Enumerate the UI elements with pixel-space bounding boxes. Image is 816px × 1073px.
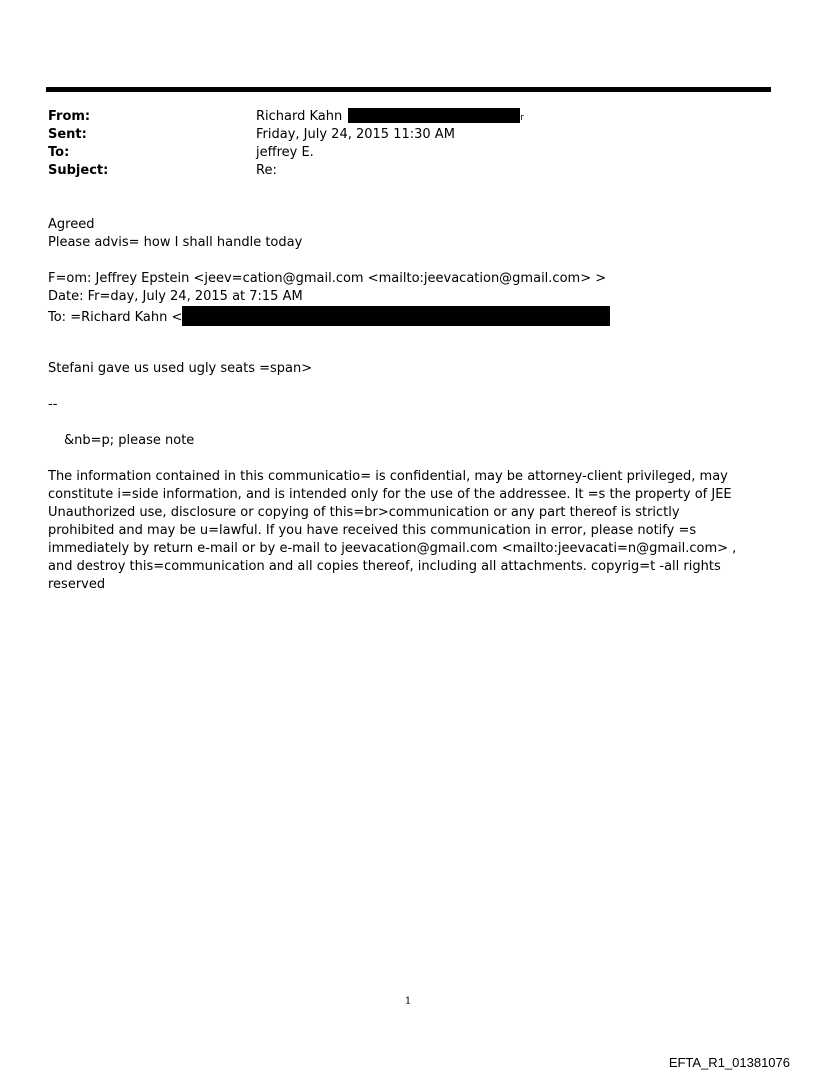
quoted-date: Date: Fr=day, July 24, 2015 at 7:15 AM [48,289,303,304]
email-header [48,108,748,180]
sent-row [48,126,748,144]
sent-label: Sent: [48,127,87,142]
from-name: Richard Kahn [256,109,343,124]
from-label: From: [48,109,91,124]
to-value: jeffrey E. [256,145,314,160]
header-rule [46,87,771,92]
to-row [48,144,748,162]
to-label: To: [48,145,70,160]
email-body [48,216,768,594]
subject-row [48,162,748,180]
from-tail: r [520,113,524,123]
signature-separator: -- [48,397,58,412]
bates-number: EFTA_R1_01381076 [668,1055,790,1070]
quoted-to-text: To: =Richard Kahn < [48,310,183,325]
quoted-to [48,306,768,324]
page-number: 1 [404,996,412,1007]
redaction-box [182,306,610,326]
reply-line-1: Agreed [48,217,95,232]
quoted-message: Stefani gave us used ugly seats =span> [48,361,313,376]
reply-line-2: Please advis= how I shall handle today [48,235,303,250]
redaction-box [348,108,520,123]
subject-label: Subject: [48,163,109,178]
from-value [256,108,524,127]
subject-value: Re: [256,163,277,178]
disclaimer-paragraph: The information contained in this communicatio= is confidential, may be attorney-client privileged, may constitute i=side information, and is intended only for the use of the addressee. It =s the property of JEE Unauthorized use, disclosure or copying of this=br>communication or any part thereof is strictly prohibited and may be u=lawful. If you have received this communication in error, please notify =s immediately by return e-mail or by e-mail to jeevacation@gmail.com <mailto:jeevacati=n@gmail.com> , and destroy this=communication and all copies thereof, including all attachments. copyrig=t -all rights reserved [48,469,737,592]
from-row [48,108,748,126]
sent-value: Friday, July 24, 2015 11:30 AM [256,127,455,142]
please-note: &nb=p; please note [64,433,195,448]
quoted-from: F=om: Jeffrey Epstein <jeev=cation@gmail.com <mailto:jeevacation@gmail.com> > [48,271,607,286]
